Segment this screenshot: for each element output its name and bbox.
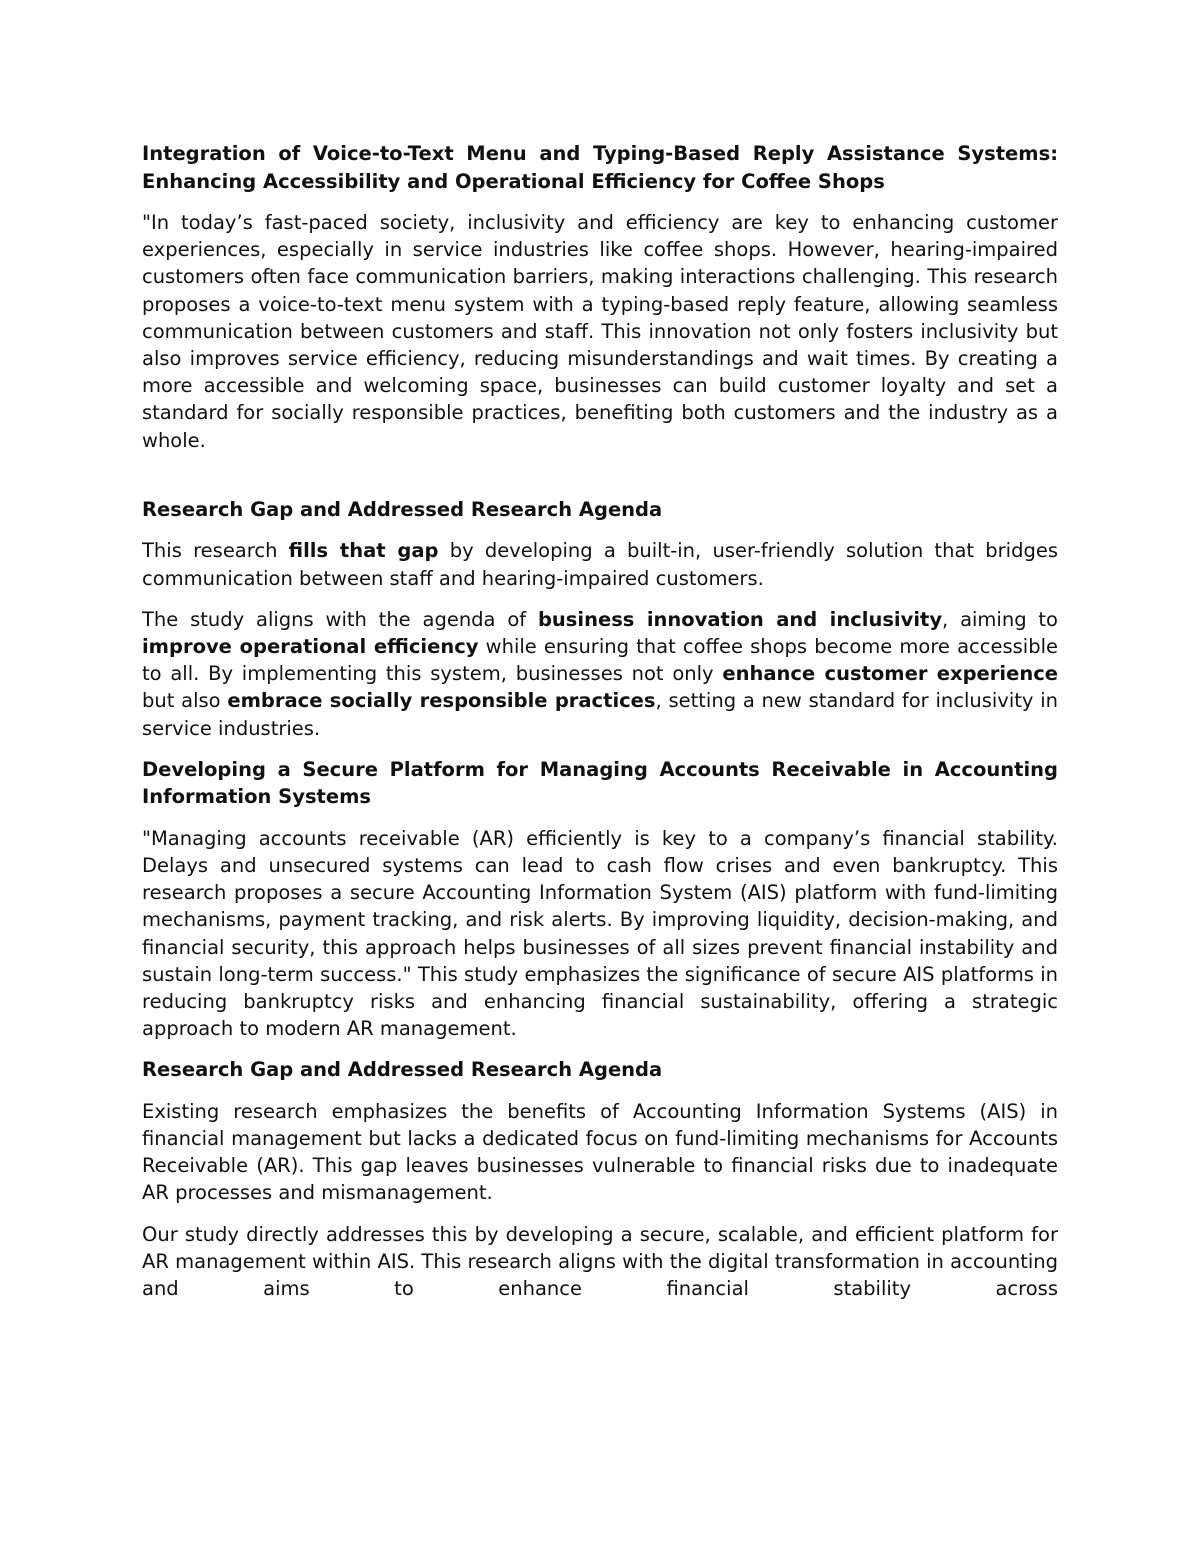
text-run: , setting a new standard for inclusivity in service industries. [142, 689, 1058, 740]
bold-run: enhance customer experience [722, 662, 1058, 686]
text-run: by developing a built-in, user-friendly solution that bridges communication between staff and hearing-impaired customers. [142, 539, 1058, 590]
text-run: This research [142, 539, 289, 563]
bold-run: improve operational efficiency [142, 634, 479, 658]
section-title-accounts-receivable: Developing a Secure Platform for Managing Accounts Receivable in Accounting Information Systems [142, 757, 1058, 809]
abstract-accounts-receivable: "Managing accounts receivable (AR) efficiently is key to a company’s financial stability. Delays and unsecured systems can lead to cash flow crises and even bankruptcy. This research proposes a secure Accounting Information System (AIS) platform with fund-limiting mechanisms, payment tracking, and risk alerts. By improving liquidity, decision-making, and financial security, this approach helps businesses of all sizes prevent financial instability and sustain long-term success." This study emphasizes the significance of secure AIS platforms in reducing bankruptcy risks and enhancing financial sustainability, offering a strategic approach to modern AR management. [142, 826, 1058, 1041]
research-gap-1-paragraph-1 [142, 537, 1058, 591]
bold-run: fills that gap [288, 539, 439, 563]
section-title-research-gap-1: Research Gap and Addressed Research Agenda [142, 497, 663, 521]
research-gap-2-paragraph-1: Existing research emphasizes the benefits of Accounting Information Systems (AIS) in financial management but lacks a dedicated focus on fund-limiting mechanisms for Accounts Receivable (AR). This gap leaves businesses vulnerable to financial risks due to inadequate AR processes and mismanagement. [142, 1099, 1058, 1205]
section-title-voice-to-text: Integration of Voice-to-Text Menu and Typing-Based Reply Assistance Systems: Enhancing Accessibility and Operational Efficiency for Coffee Shops [142, 142, 1058, 193]
research-gap-1-paragraph-2 [142, 606, 1058, 742]
bold-run: business innovation and inclusivity [537, 607, 943, 631]
text-run: The study aligns with the agenda of [142, 607, 538, 631]
section-spacer [142, 468, 1058, 496]
section-title-research-gap-2: Research Gap and Addressed Research Agenda [142, 1058, 663, 1082]
text-run: while ensuring that coffee shops become more accessible to all. By implementing this system, businesses not only [142, 634, 1058, 686]
abstract-voice-to-text: "In today’s fast-paced society, inclusivity and efficiency are key to enhancing customer experiences, especially in service industries like coffee shops. However, hearing-impaired customers often face communication barriers, making interactions challenging. This research proposes a voice-to-text menu system with a typing-based reply feature, allowing seamless communication between customers and staff. This innovation not only fosters inclusivity but also improves service efficiency, reducing misunderstandings and wait times. By creating a more accessible and welcoming space, businesses can build customer loyalty and set a standard for socially responsible practices, benefiting both customers and the industry as a whole. [142, 211, 1058, 452]
research-gap-2-paragraph-2: Our study directly addresses this by developing a secure, scalable, and efficient platform for AR management within AIS. This research aligns with the digital transformation in accounting and aims to enhance financial stability across [142, 1222, 1058, 1301]
bold-run: embrace socially responsible practices [227, 689, 656, 713]
text-run: but also [142, 689, 228, 713]
text-run: , aiming to [942, 607, 1058, 631]
